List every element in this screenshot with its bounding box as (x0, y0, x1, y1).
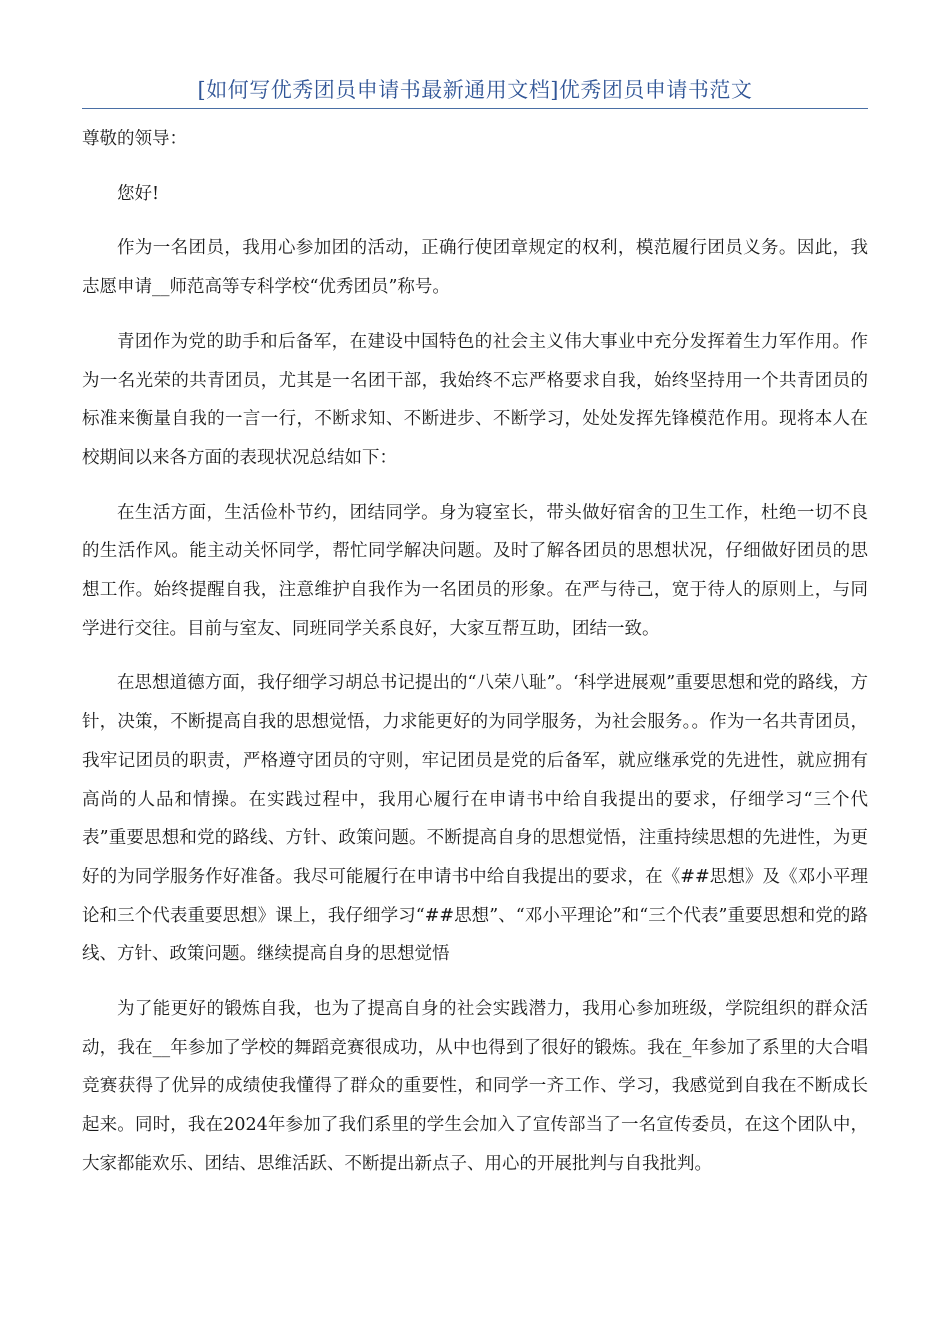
paragraph: 为了能更好的锻炼自我，也为了提高自身的社会实践潜力，我用心参加班级，学院组织的群众活动，我在__年参加了学校的舞蹈竞赛很成功，从中也得到了很好的锻炼。我在_年参加了系里的大合唱竞赛获得了优异的成绩使我懂得了群众的重要性，和同学一齐工作、学习，我感觉到自我在不断成长起来。同时，我在2024年参加了我们系里的学生会加入了宣传部当了一名宣传委员，在这个团队中，大家都能欢乐、团结、思维活跃、不断提出新点子、用心的开展批判与自我批判。 (82, 999, 868, 1174)
paragraph: 作为一名团员，我用心参加团的活动，正确行使团章规定的权利，模范履行团员义务。因此，我志愿申请__师范高等专科学校“优秀团员”称号。 (82, 238, 868, 298)
salutation: 尊敬的领导： (82, 129, 187, 149)
page-header-title: [如何写优秀团员申请书最新通用文档]优秀团员申请书范文 (82, 72, 868, 109)
greeting: 您好! (117, 183, 160, 204)
paragraph: 在思想道德方面，我仔细学习胡总书记提出的“八荣八耻”。‘科学进展观”重要思想和党的路线，方针，决策，不断提高自我的思想觉悟，力求能更好的为同学服务，为社会服务。。作为一名共青团员，我牢记团员的职责，严格遵守团员的守则，牢记团员是党的后备军，就应继承党的先进性，就应拥有高尚的人品和情操。在实践过程中，我用心履行在申请书中给自我提出的要求，仔细学习“三个代表”重要思想和党的路线、方针、政策问题。不断提高自身的思想觉悟，注重持续思想的先进性，为更好的为同学服务作好准备。我尽可能履行在申请书中给自我提出的要求，在《##思想》及《邓小平理论和三个代表重要思想》课上，我仔细学习“##思想”、“邓小平理论”和“三个代表”重要思想和党的路线、方针、政策问题。继续提高自身的思想觉悟 (82, 673, 868, 965)
paragraph: 在生活方面，生活俭朴节约，团结同学。身为寝室长，带头做好宿舍的卫生工作，杜绝一切不良的生活作风。能主动关怀同学，帮忙同学解决问题。及时了解各团员的思想状况，仔细做好团员的思想工作。始终提醒自我，注意维护自我作为一名团员的形象。在严与待己，宽于待人的原则上，与同学进行交往。目前与室友、同班同学关系良好，大家互帮互助，团结一致。 (82, 502, 868, 639)
paragraph: 青团作为党的助手和后备军，在建设中国特色的社会主义伟大事业中充分发挥着生力军作用。作为一名光荣的共青团员，尤其是一名团干部，我始终不忘严格要求自我，始终坚持用一个共青团员的标准来衡量自我的一言一行，不断求知、不断进步、不断学习，处处发挥先锋模范作用。现将本人在校期间以来各方面的表现状况总结如下： (82, 331, 868, 468)
document-body (82, 120, 868, 1184)
